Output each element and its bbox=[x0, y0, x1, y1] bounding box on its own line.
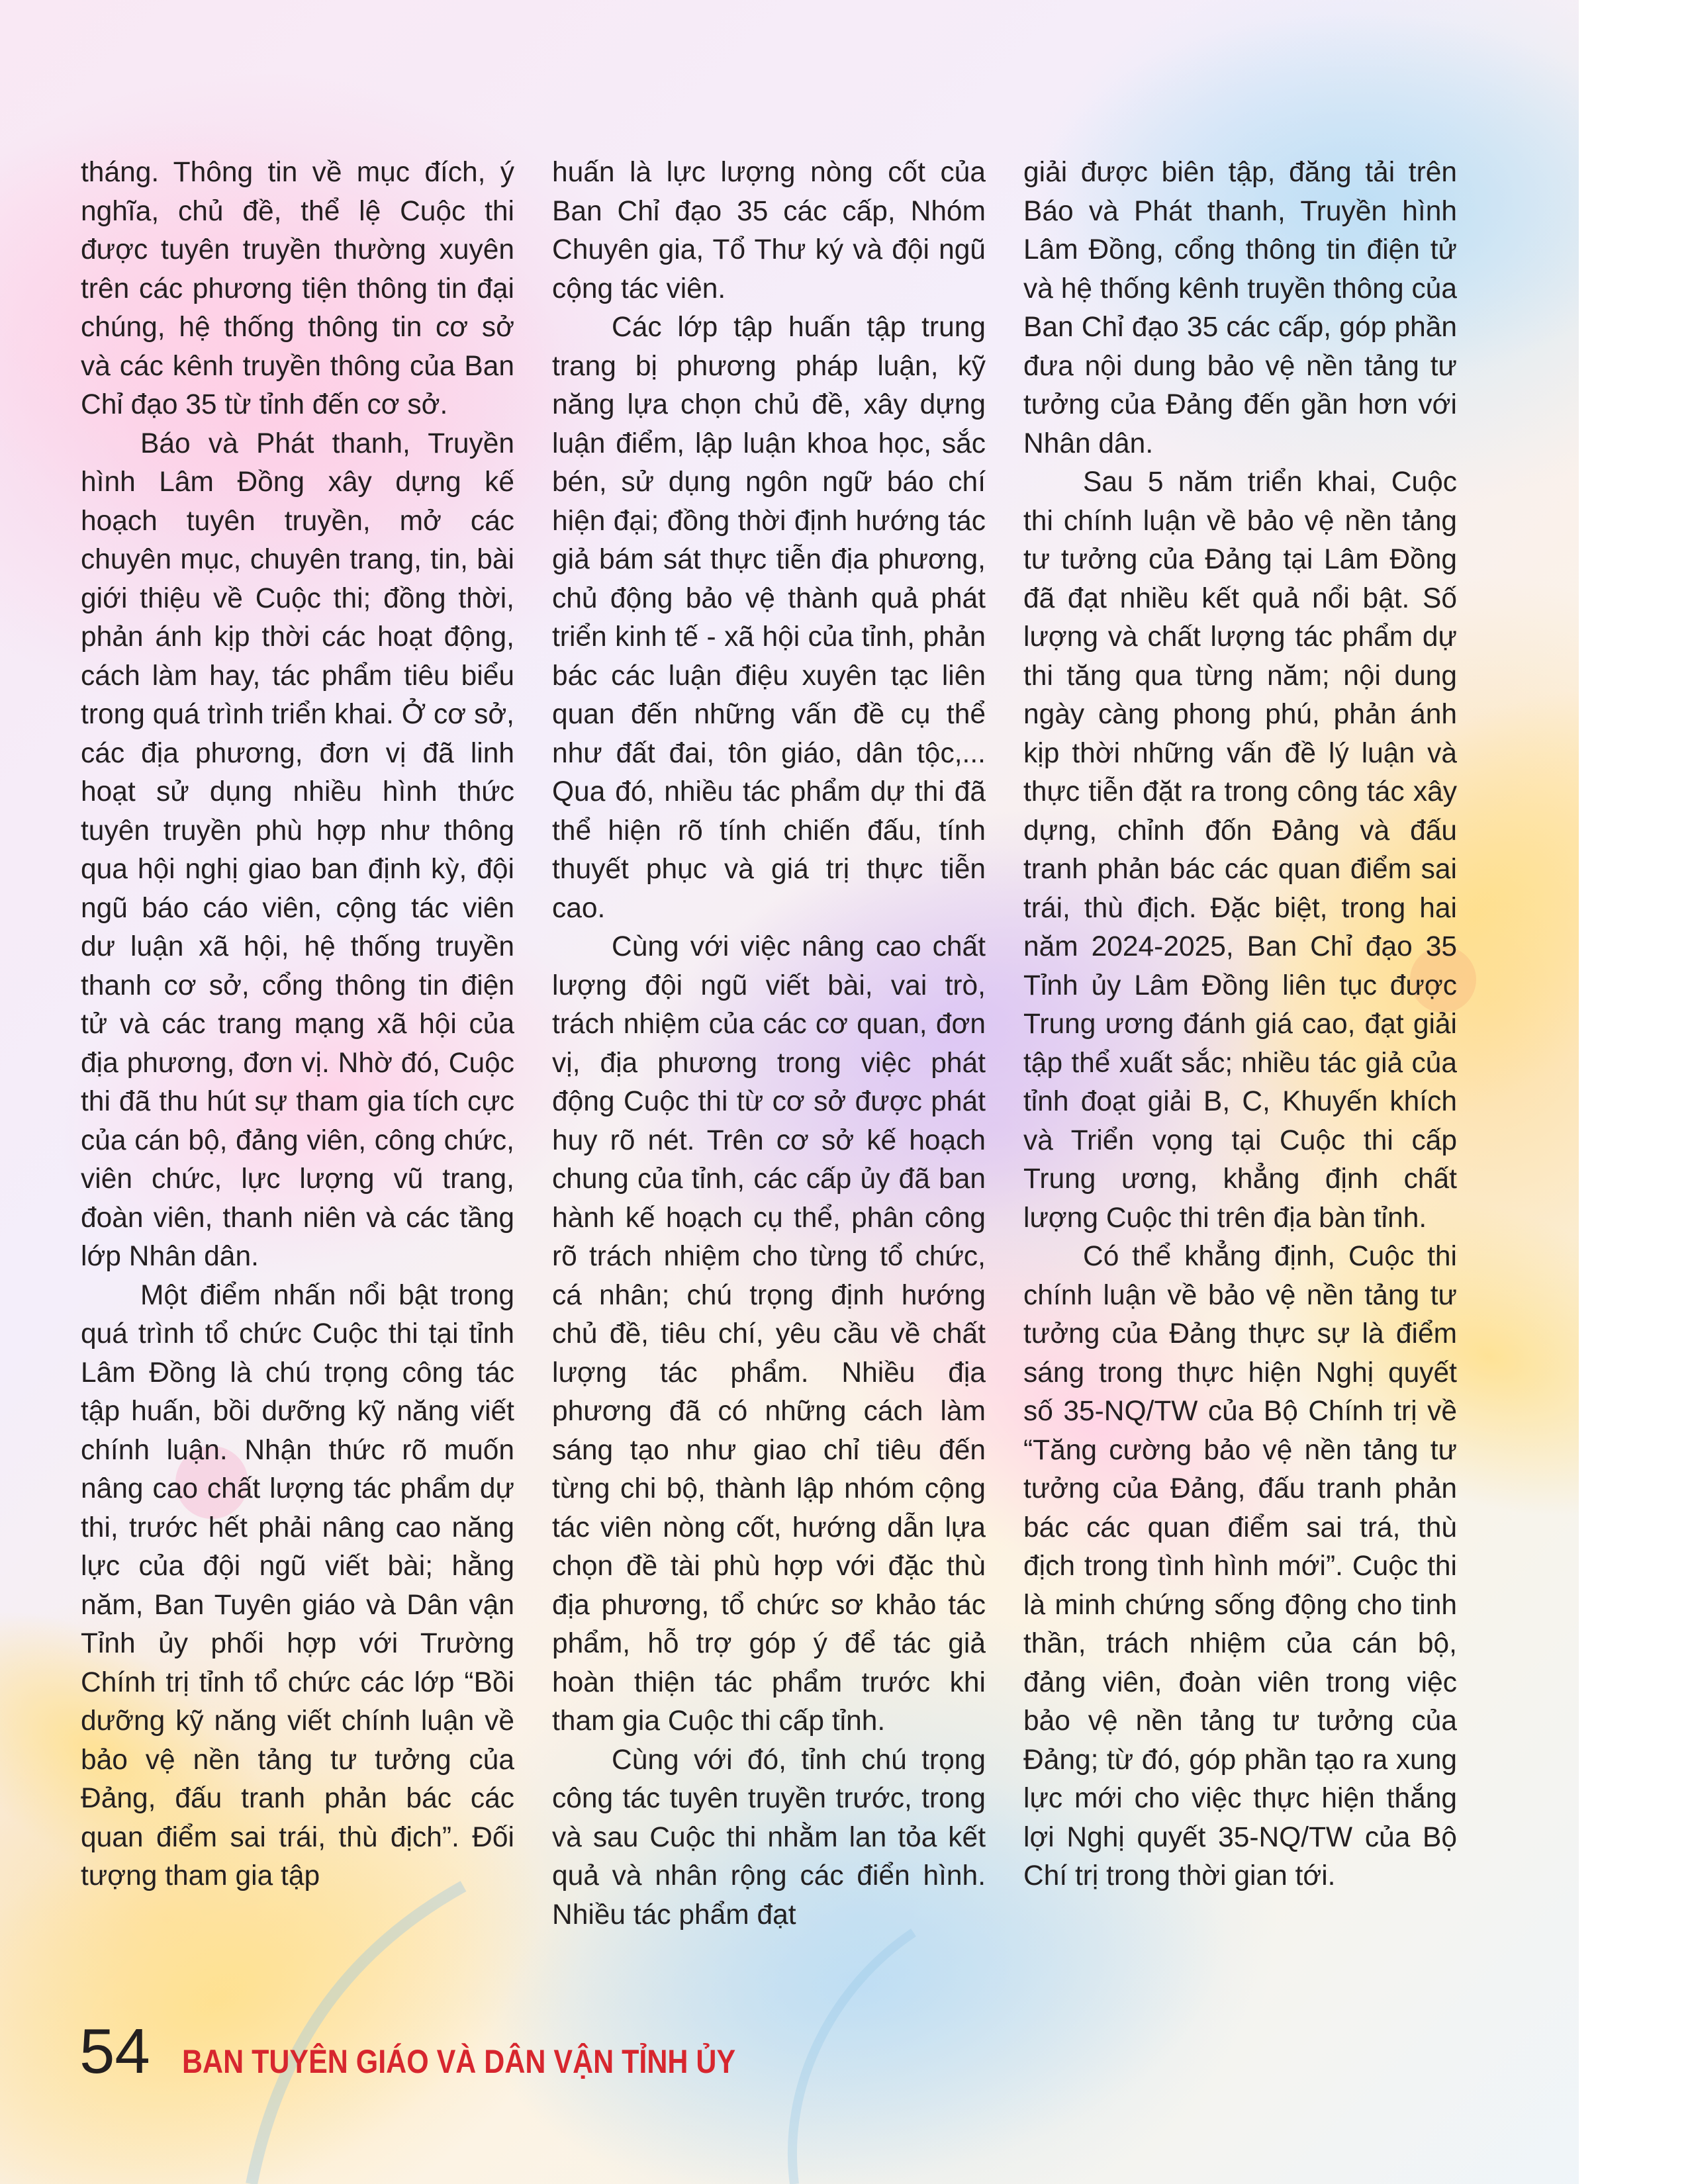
publication-title: BAN TUYÊN GIÁO VÀ DÂN VẬN TỈNH ỦY bbox=[182, 2043, 736, 2080]
page-margin-strip bbox=[1579, 0, 1688, 2184]
paragraph: Một điểm nhấn nổi bật trong quá trình tổ chức Cuộc thi tại tỉnh Lâm Đồng là chú trọng công tác tập huấn, bồi dưỡng kỹ năng viết chính luận. Nhận thức rõ muốn nâng cao chất lượng tác phẩm dự thi, trước hết phải nâng cao năng lực của đội ngũ viết bài; hằng năm, Ban Tuyên giáo và Dân vận Tỉnh ủy phối hợp với Trường Chính trị tỉnh tổ chức các lớp “Bồi dưỡng kỹ năng viết chính luận về bảo vệ nền tảng tư tưởng của Đảng, đấu tranh phản bác các quan điểm sai trái, thù địch”. Đối tượng tham gia tập bbox=[81, 1279, 514, 1891]
page-number: 54 bbox=[79, 2016, 150, 2087]
text-column-1 bbox=[81, 154, 514, 1896]
paragraph: tháng. Thông tin về mục đích, ý nghĩa, chủ đề, thể lệ Cuộc thi được tuyên truyền thường xuyên trên các phương tiện thông tin đại chúng, hệ thống thông tin cơ sở và các kênh truyền thông của Ban Chỉ đạo 35 từ tỉnh đến cơ sở. bbox=[81, 157, 514, 420]
text-column-3 bbox=[1023, 154, 1457, 1896]
paragraph: Cùng với việc nâng cao chất lượng đội ngũ viết bài, vai trò, trách nhiệm của các cơ quan, đơn vị, địa phương trong việc phát động Cuộc thi từ cơ sở được phát huy rõ nét. Trên cơ sở kế hoạch chung của tỉnh, các cấp ủy đã ban hành kế hoạch cụ thể, phân công rõ trách nhiệm cho từng tổ chức, cá nhân; chú trọng định hướng chủ đề, tiêu chí, yêu cầu về chất lượng tác phẩm. Nhiều địa phương đã có những cách làm sáng tạo như giao chỉ tiêu đến từng chi bộ, thành lập nhóm cộng tác viên nòng cốt, hướng dẫn lựa chọn đề tài phù hợp với đặc thù địa phương, tổ chức sơ khảo tác phẩm, hỗ trợ góp ý để tác giả hoàn thiện tác phẩm trước khi tham gia Cuộc thi cấp tỉnh. bbox=[552, 931, 986, 1737]
paragraph: Báo và Phát thanh, Truyền hình Lâm Đồng xây dựng kế hoạch tuyên truyền, mở các chuyên mục, chuyên trang, tin, bài giới thiệu về Cuộc thi; đồng thời, phản ánh kịp thời các hoạt động, cách làm hay, tác phẩm tiêu biểu trong quá trình triển khai. Ở cơ sở, các địa phương, đơn vị đã linh hoạt sử dụng nhiều hình thức tuyên truyền phù hợp như thông qua hội nghị giao ban định kỳ, đội ngũ báo cáo viên, cộng tác viên dư luận xã hội, hệ thống truyền thanh cơ sở, cổng thông tin điện tử và các trang mạng xã hội của địa phương, đơn vị. Nhờ đó, Cuộc thi đã thu hút sự tham gia tích cực của cán bộ, đảng viên, công chức, viên chức, lực lượng vũ trang, đoàn viên, thanh niên và các tầng lớp Nhân dân. bbox=[81, 428, 514, 1272]
paragraph: giải được biên tập, đăng tải trên Báo và Phát thanh, Truyền hình Lâm Đồng, cổng thông tin điện tử và hệ thống kênh truyền thông của Ban Chỉ đạo 35 các cấp, góp phần đưa nội dung bảo vệ nền tảng tư tưởng của Đảng đến gần hơn với Nhân dân. bbox=[1023, 157, 1457, 459]
paragraph: Các lớp tập huấn tập trung trang bị phương pháp luận, kỹ năng lựa chọn chủ đề, xây dựng luận điểm, lập luận khoa học, sắc bén, sử dụng ngôn ngữ báo chí hiện đại; đồng thời định hướng tác giả bám sát thực tiễn địa phương, chủ động bảo vệ thành quả phát triển kinh tế - xã hội của tỉnh, phản bác các luận điệu xuyên tạc liên quan đến những vấn đề cụ thể như đất đai, tôn giáo, dân tộc,... Qua đó, nhiều tác phẩm dự thi đã thể hiện rõ tính chiến đấu, tính thuyết phục và giá trị thực tiễn cao. bbox=[552, 312, 986, 924]
paragraph: huấn là lực lượng nòng cốt của Ban Chỉ đạo 35 các cấp, Nhóm Chuyên gia, Tổ Thư ký và đội ngũ cộng tác viên. bbox=[552, 157, 986, 304]
paragraph: Có thể khẳng định, Cuộc thi chính luận về bảo vệ nền tảng tư tưởng của Đảng thực sự là điểm sáng trong thực hiện Nghị quyết số 35-NQ/TW của Bộ Chính trị về “Tăng cường bảo vệ nền tảng tư tưởng của Đảng, đấu tranh phản bác các quan điểm sai trá, thù địch trong tình hình mới”. Cuộc thi là minh chứng sống động cho tinh thần, trách nhiệm của cán bộ, đảng viên, đoàn viên trong việc bảo vệ nền tảng tư tưởng của Đảng; từ đó, góp phần tạo ra xung lực mới cho việc thực hiện thắng lợi Nghị quyết 35-NQ/TW của Bộ Chí trị trong thời gian tới. bbox=[1023, 1241, 1457, 1891]
text-column-2 bbox=[552, 154, 986, 1934]
paragraph: Sau 5 năm triển khai, Cuộc thi chính luận về bảo vệ nền tảng tư tưởng của Đảng tại Lâm Đồng đã đạt nhiều kết quả nổi bật. Số lượng và chất lượng tác phẩm dự thi tăng qua từng năm; nội dung ngày càng phong phú, phản ánh kịp thời những vấn đề lý luận và thực tiễn đặt ra trong công tác xây dựng, chỉnh đốn Đảng và đấu tranh phản bác các quan điểm sai trái, thù địch. Đặc biệt, trong hai năm 2024-2025, Ban Chỉ đạo 35 Tỉnh ủy Lâm Đồng liên tục được Trung ương đánh giá cao, đạt giải tập thể xuất sắc; nhiều tác giả của tỉnh đoạt giải B, C, Khuyến khích và Triển vọng tại Cuộc thi cấp Trung ương, khẳng định chất lượng Cuộc thi trên địa bàn tỉnh. bbox=[1023, 467, 1457, 1234]
paragraph: Cùng với đó, tỉnh chú trọng công tác tuyên truyền trước, trong và sau Cuộc thi nhằm lan tỏa kết quả và nhân rộng các điển hình. Nhiều tác phẩm đạt bbox=[552, 1744, 986, 1931]
